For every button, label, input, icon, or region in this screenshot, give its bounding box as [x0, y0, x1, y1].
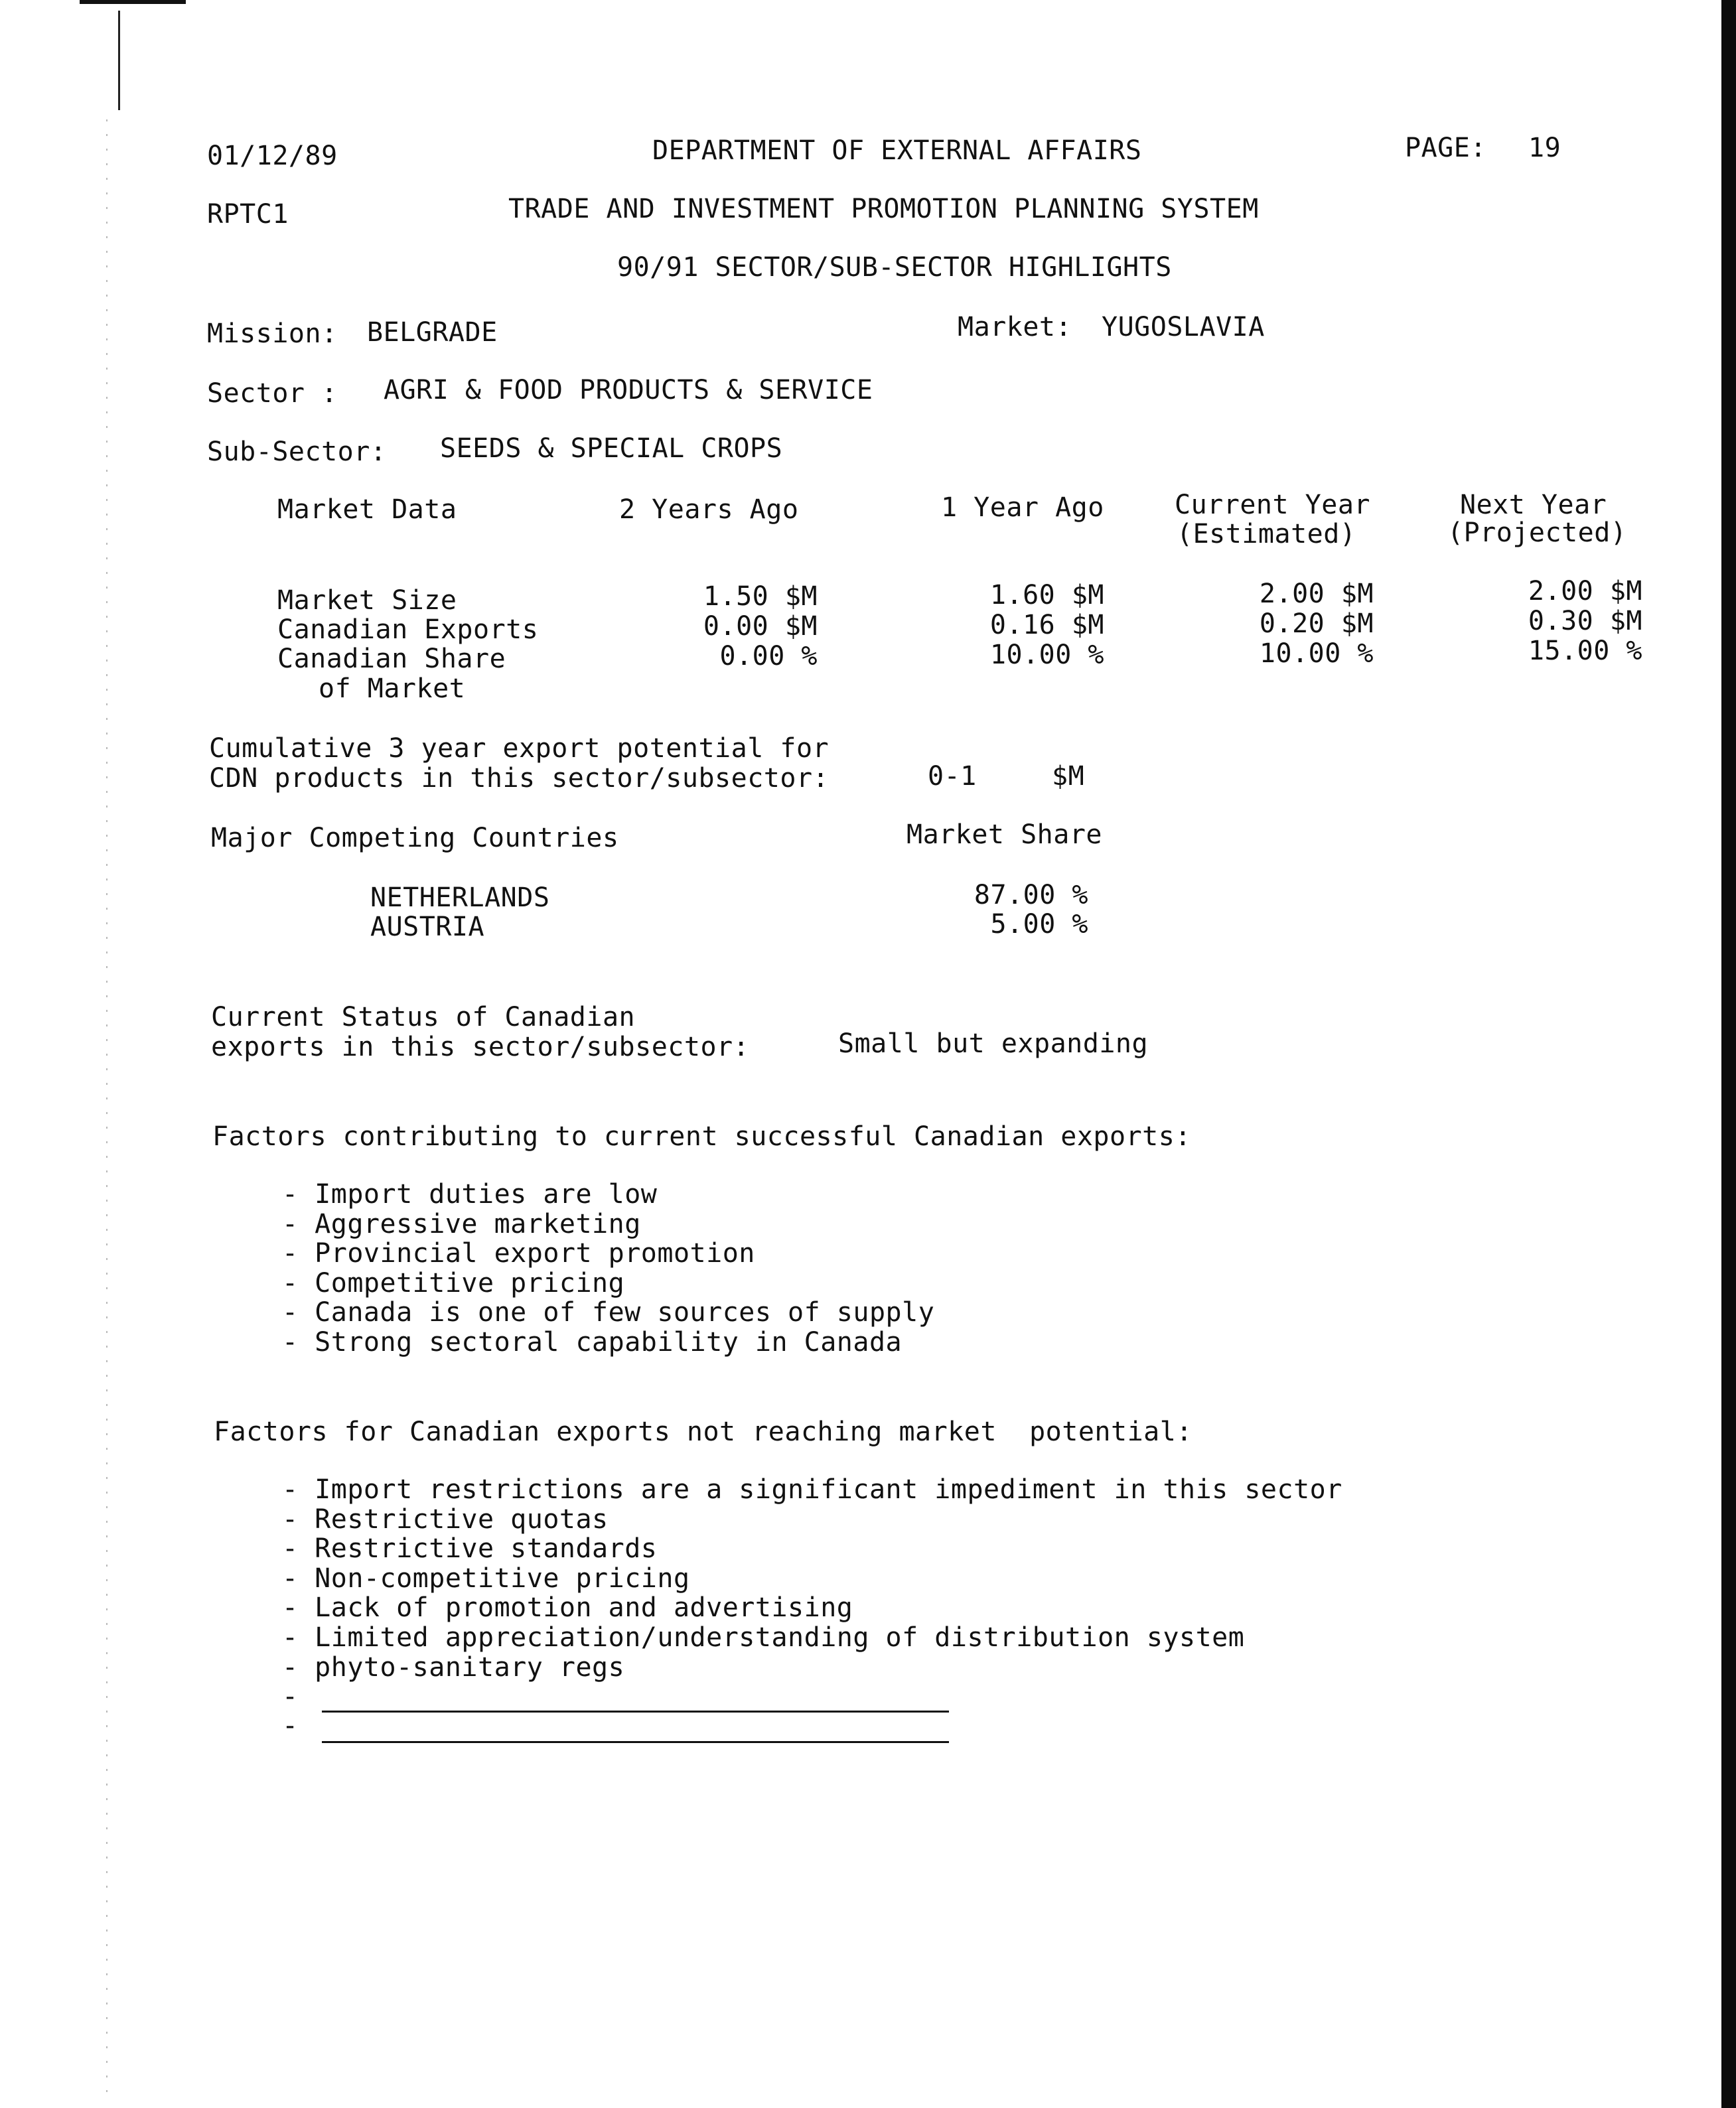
- status-line-1: Current Status of Canadian: [211, 1002, 636, 1032]
- scan-top-mark: [80, 0, 186, 4]
- table-cell: 0.00 $M: [703, 611, 818, 642]
- table-cell: 0.20 $M: [1259, 608, 1374, 639]
- scan-left-rule: [118, 11, 120, 110]
- list-item: - Restrictive standards: [282, 1533, 658, 1564]
- blank-fill-line: [322, 1711, 949, 1713]
- list-item: - Strong sectoral capability in Canada: [282, 1327, 903, 1358]
- col-header-current-year-sub: (Estimated): [1177, 519, 1356, 549]
- list-item: - Non-competitive pricing: [282, 1563, 690, 1594]
- table-cell: 2.00 $M: [1259, 579, 1374, 609]
- sector-value: AGRI & FOOD PRODUCTS & SERVICE: [384, 375, 873, 405]
- table-cell: 15.00 %: [1528, 636, 1642, 666]
- competitor-share: 5.00 %: [990, 909, 1088, 940]
- success-factors-heading: Factors contributing to current successful Canadian exports:: [212, 1121, 1191, 1152]
- mission-value: BELGRADE: [367, 317, 498, 348]
- table-cell: 0.30 $M: [1528, 606, 1642, 636]
- competitor-share: 87.00 %: [974, 880, 1088, 910]
- col-header-current-year: Current Year: [1175, 490, 1370, 520]
- potential-line-2: CDN products in this sector/subsector:: [209, 763, 830, 794]
- blank-item-dash: -: [282, 1681, 299, 1712]
- table-cell: 1.60 $M: [989, 580, 1104, 610]
- status-line-2: exports in this sector/subsector:: [211, 1032, 750, 1062]
- col-header-next-year-sub: (Projected): [1447, 518, 1627, 548]
- list-item: - Import duties are low: [282, 1179, 658, 1210]
- potential-range: 0-1: [928, 761, 977, 792]
- list-item: - Canada is one of few sources of supply: [282, 1297, 935, 1328]
- sector-label: Sector :: [207, 378, 338, 409]
- mission-label: Mission:: [207, 318, 338, 349]
- competitors-heading: Major Competing Countries: [211, 823, 619, 853]
- report-date: 01/12/89: [207, 141, 338, 171]
- potential-line-1: Cumulative 3 year export potential for: [209, 733, 830, 764]
- list-item: - Restrictive quotas: [282, 1504, 609, 1535]
- list-item: - Lack of promotion and advertising: [282, 1592, 853, 1623]
- table-cell: 10.00 %: [1259, 638, 1374, 669]
- report-title: 90/91 SECTOR/SUB-SECTOR HIGHLIGHTS: [617, 252, 1172, 283]
- list-item: - phyto-sanitary regs: [282, 1652, 625, 1683]
- page-number: 19: [1528, 133, 1561, 163]
- list-item: - Provincial export promotion: [282, 1238, 755, 1269]
- competitor-country: AUSTRIA: [370, 912, 485, 942]
- page-label: PAGE:: [1405, 133, 1486, 163]
- col-header-2-years-ago: 2 Years Ago: [619, 494, 799, 525]
- potential-unit: $M: [1052, 761, 1085, 792]
- list-item: - Aggressive marketing: [282, 1209, 641, 1239]
- table-cell: 0.16 $M: [989, 610, 1104, 640]
- scan-left-margin-specks: [106, 119, 108, 2103]
- market-share-heading: Market Share: [906, 819, 1102, 850]
- report-code: RPTC1: [207, 199, 289, 230]
- department-name: DEPARTMENT OF EXTERNAL AFFAIRS: [652, 135, 1142, 166]
- table-cell: 1.50 $M: [703, 581, 818, 612]
- table-cell: 10.00 %: [989, 640, 1104, 670]
- col-header-market-data: Market Data: [277, 494, 457, 525]
- list-item: - Limited appreciation/understanding of distribution system: [282, 1622, 1245, 1653]
- scan-right-edge-shadow: [1721, 0, 1736, 2108]
- table-row-label: Market Size: [277, 585, 457, 616]
- market-value: YUGOSLAVIA: [1102, 312, 1265, 342]
- barrier-factors-heading: Factors for Canadian exports not reaching market potential:: [214, 1417, 1193, 1447]
- list-item: - Import restrictions are a significant impediment in this sector: [282, 1474, 1342, 1505]
- list-item: - Competitive pricing: [282, 1268, 625, 1299]
- status-value: Small but expanding: [838, 1028, 1149, 1059]
- blank-item-dash: -: [282, 1711, 299, 1741]
- table-row-label: Canadian Exports: [277, 614, 539, 645]
- table-cell: 0.00 %: [719, 641, 818, 671]
- subsector-label: Sub-Sector:: [207, 437, 387, 467]
- col-header-next-year: Next Year: [1460, 490, 1607, 520]
- table-row-label-continued: of Market: [319, 673, 466, 704]
- system-title: TRADE AND INVESTMENT PROMOTION PLANNING SYSTEM: [508, 194, 1259, 224]
- subsector-value: SEEDS & SPECIAL CROPS: [440, 433, 783, 464]
- table-cell: 2.00 $M: [1528, 576, 1642, 606]
- competitor-country: NETHERLANDS: [370, 882, 550, 913]
- blank-fill-line: [322, 1741, 949, 1743]
- table-row-label: Canadian Share: [277, 644, 506, 674]
- col-header-1-year-ago: 1 Year Ago: [941, 492, 1104, 523]
- market-label: Market:: [958, 312, 1072, 342]
